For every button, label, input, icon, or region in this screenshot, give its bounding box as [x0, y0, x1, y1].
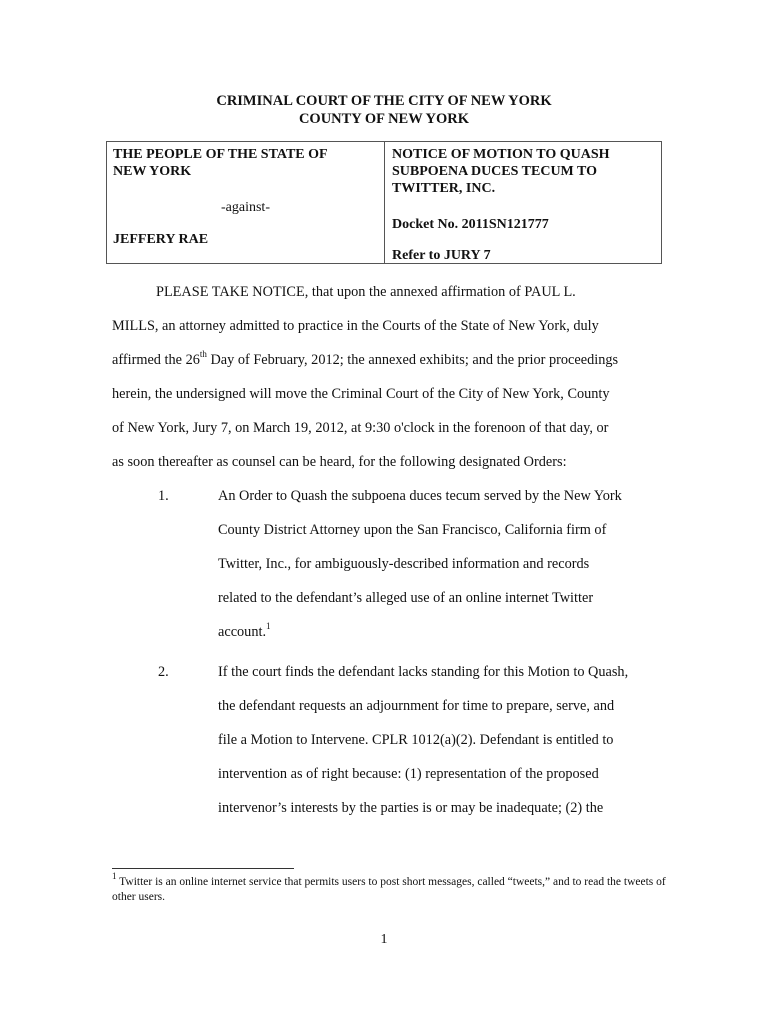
caption-title	[385, 142, 661, 263]
item-number: 1.	[158, 488, 169, 504]
paragraph-line: MILLS, an attorney admitted to practice in the Courts of the State of New York, duly	[112, 318, 599, 334]
item-line: An Order to Quash the subpoena duces tecum served by the New York	[218, 488, 622, 504]
footnote	[112, 871, 672, 905]
court-name: CRIMINAL COURT OF THE CITY OF NEW YORK	[216, 93, 552, 109]
paragraph-line: herein, the undersigned will move the Criminal Court of the City of New York, County	[112, 386, 610, 402]
footnote-reference: 1	[266, 621, 271, 632]
paragraph-line: PLEASE TAKE NOTICE, that upon the annexed affirmation of PAUL L.	[156, 284, 576, 300]
ordinal-suffix: th	[199, 349, 207, 360]
page-number: 1	[380, 932, 388, 947]
plaintiff	[113, 146, 378, 180]
caption-parties	[107, 142, 385, 263]
motion-title-line-3: TWITTER, INC.	[392, 181, 496, 196]
defendant-name: JEFFERY RAE	[113, 232, 209, 247]
item-line: file a Motion to Intervene. CPLR 1012(a)(2). Defendant is entitled to	[218, 732, 614, 748]
footnote-mark: 1	[112, 871, 117, 882]
county-name: COUNTY OF NEW YORK	[298, 111, 470, 127]
paragraph-line: of New York, Jury 7, on March 19, 2012, at 9:30 o'clock in the forenoon of that day, or	[112, 420, 609, 436]
item-text: account.	[218, 624, 267, 640]
footnote-divider	[112, 868, 294, 869]
against-label: -against-	[221, 200, 270, 215]
plaintiff-line-2: NEW YORK	[113, 164, 192, 179]
item-line: the defendant requests an adjournment for time to prepare, serve, and	[218, 698, 615, 714]
item-line: If the court finds the defendant lacks standing for this Motion to Quash,	[218, 664, 629, 680]
item-line: County District Attorney upon the San Francisco, California firm of	[218, 522, 607, 538]
item-line	[218, 621, 271, 641]
refer-to: Refer to JURY 7	[392, 248, 491, 263]
case-caption	[106, 141, 662, 264]
motion-title	[392, 146, 654, 197]
paragraph-line	[112, 349, 619, 369]
paragraph-text: Day of February, 2012; the annexed exhibits; and the prior proceedings	[206, 352, 619, 368]
motion-title-line-2: SUBPOENA DUCES TECUM TO	[392, 164, 597, 179]
item-line: Twitter, Inc., for ambiguously-described information and records	[218, 556, 590, 572]
footnote-text: Twitter is an online internet service that permits users to post short messages, called “tweets,” and to read the tweets of other users.	[112, 876, 666, 903]
paragraph-text: affirmed the 26	[112, 352, 200, 368]
court-header	[0, 92, 768, 128]
plaintiff-line-1: THE PEOPLE OF THE STATE OF	[113, 147, 328, 162]
item-number: 2.	[158, 664, 169, 680]
docket-number: Docket No. 2011SN121777	[392, 217, 549, 232]
item-line: related to the defendant’s alleged use of an online internet Twitter	[218, 590, 594, 606]
paragraph-line: as soon thereafter as counsel can be heard, for the following designated Orders:	[112, 454, 567, 470]
motion-title-line-1: NOTICE OF MOTION TO QUASH	[392, 147, 610, 162]
item-line: intervention as of right because: (1) representation of the proposed	[218, 766, 599, 782]
item-line: intervenor’s interests by the parties is or may be inadequate; (2) the	[218, 800, 604, 816]
